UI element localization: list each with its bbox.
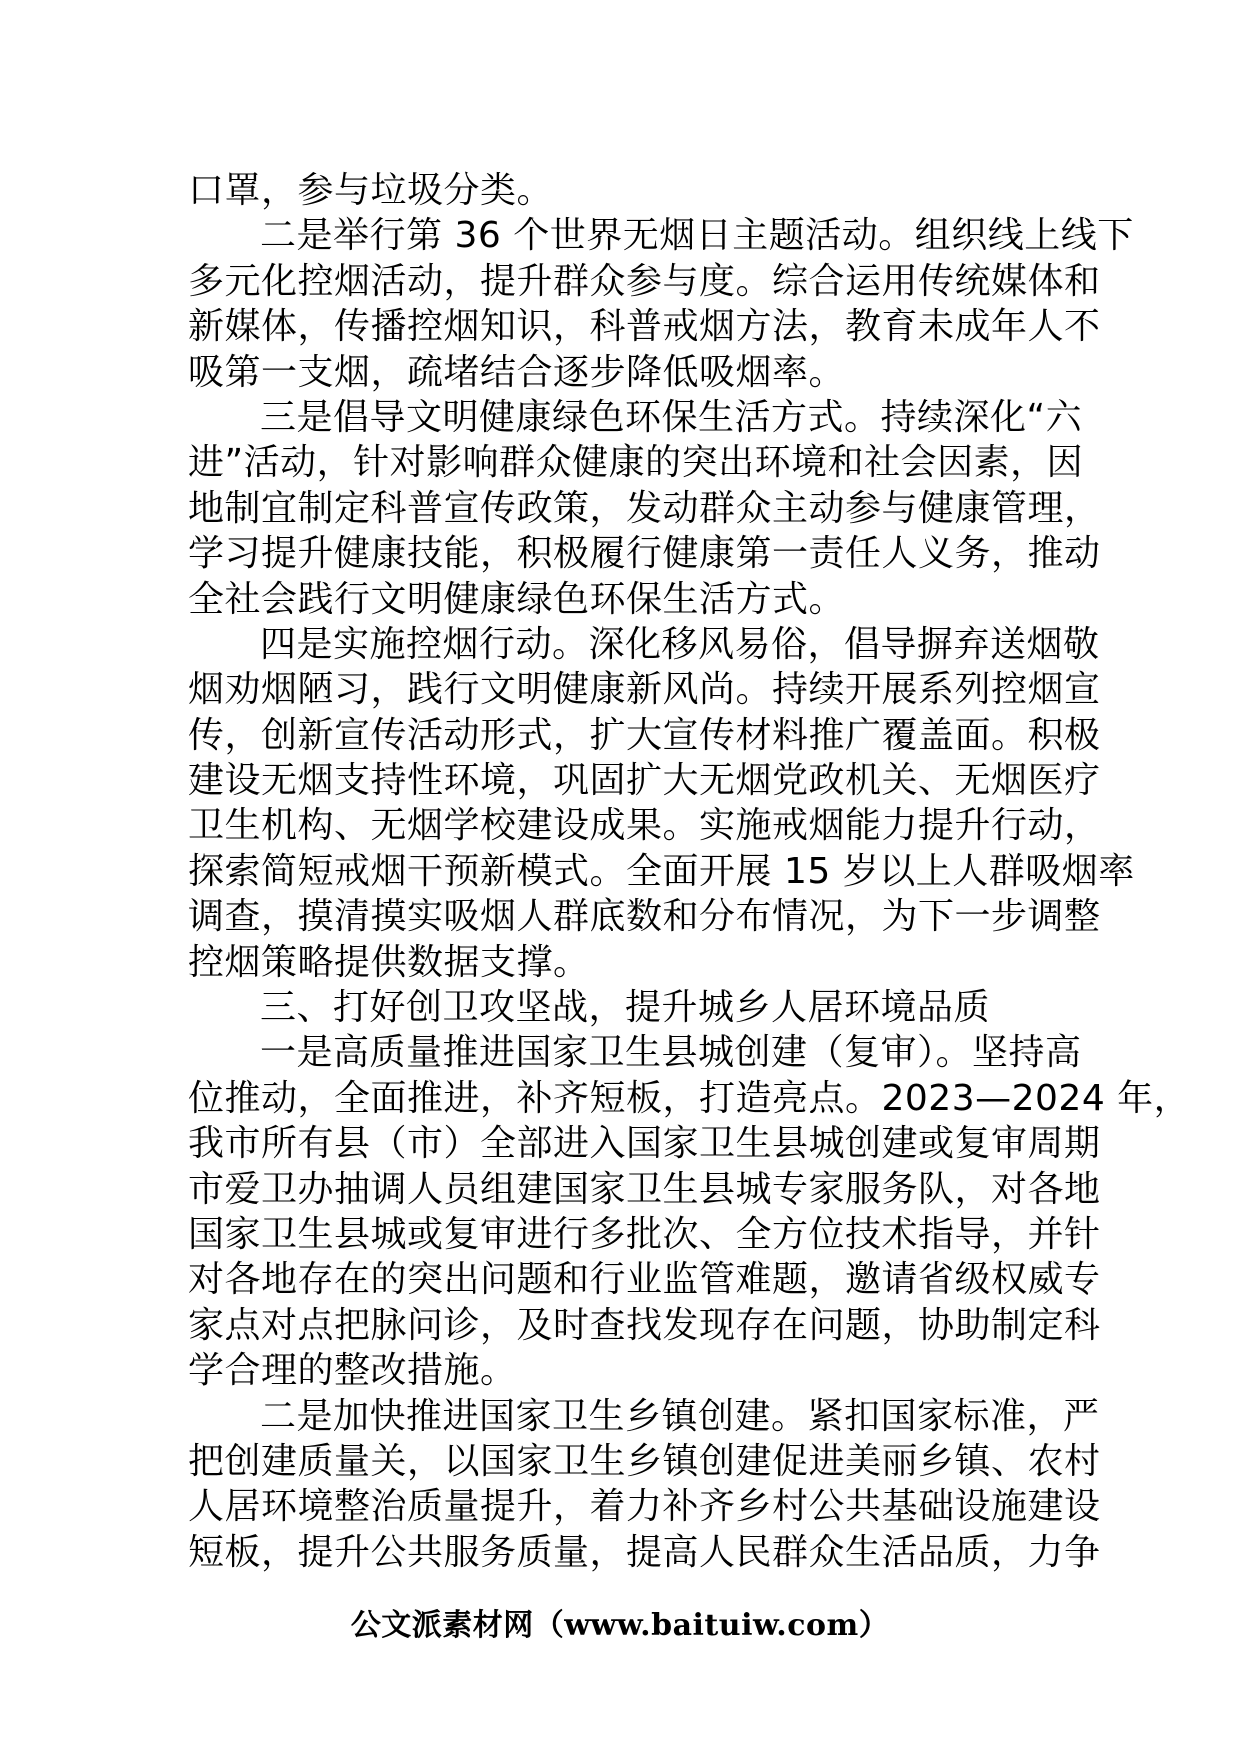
text-line: 市爱卫办抽调人员组建国家卫生县城专家服务队，对各地 [188, 1168, 1101, 1210]
text-line: 调查，摸清摸实吸烟人群底数和分布情况，为下一步调整 [188, 896, 1101, 938]
text-line: 人居环境整治质量提升，着力补齐乡村公共基础设施建设 [188, 1486, 1101, 1528]
text-line: 地制宜制定科普宣传政策，发动群众主动参与健康管理， [188, 487, 1101, 529]
footer-watermark: 公文派素材网（www.baituiw.com） [350, 1608, 890, 1643]
text-line: 国家卫生县城或复审进行多批次、全方位技术指导，并针 [188, 1213, 1101, 1255]
text-line: 烟劝烟陋习，践行文明健康新风尚。持续开展系列控烟宣 [188, 669, 1101, 711]
text-line: 多元化控烟活动，提升群众参与度。综合运用传统媒体和 [188, 260, 1101, 302]
document-body [188, 168, 1191, 1575]
text-line: 短板，提升公共服务质量，提高人民群众生活品质，力争 [188, 1531, 1101, 1573]
text-line: 全社会践行文明健康绿色环保生活方式。 [188, 578, 846, 620]
text-line: 把创建质量关，以国家卫生乡镇创建促进美丽乡镇、农村 [188, 1440, 1101, 1482]
text-line: 家点对点把脉问诊，及时查找发现存在问题，协助制定科 [188, 1304, 1101, 1346]
text-line: 位推动，全面推进，补齐短板，打造亮点。2023—2024 年， [188, 1077, 1191, 1119]
text-line: 口罩，参与垃圾分类。 [188, 170, 554, 211]
text-line: 探索简短戒烟干预新模式。全面开展 15 岁以上人群吸烟率 [188, 850, 1135, 892]
text-line: 建设无烟支持性环境，巩固扩大无烟党政机关、无烟医疗 [188, 760, 1101, 802]
text-line: 学习提升健康技能，积极履行健康第一责任人义务，推动 [188, 533, 1101, 575]
text-line: 三是倡导文明健康绿色环保生活方式。持续深化“六 [260, 396, 1083, 438]
text-line: 一是高质量推进国家卫生县城创建（复审）。坚持高 [260, 1032, 1082, 1074]
text-line: 四是实施控烟行动。深化移风易俗，倡导摒弃送烟敬 [260, 623, 1100, 665]
text-line: 二是举行第 36 个世界无烟日主题活动。组织线上线下 [260, 215, 1134, 257]
text-line: 传，创新宣传活动形式，扩大宣传材料推广覆盖面。积极 [188, 714, 1101, 756]
text-line: 学合理的整改措施。 [188, 1350, 517, 1392]
text-line: 我市所有县（市）全部进入国家卫生县城创建或复审周期 [188, 1123, 1101, 1165]
text-line: 卫生机构、无烟学校建设成果。实施戒烟能力提升行动， [188, 805, 1101, 847]
text-line: 控烟策略提供数据支撑。 [188, 941, 590, 983]
text-line: 对各地存在的突出问题和行业监管难题，邀请省级权威专 [188, 1259, 1101, 1301]
text-line: 二是加快推进国家卫生乡镇创建。紧扣国家标准，严 [260, 1395, 1100, 1437]
text-line: 进”活动，针对影响群众健康的突出环境和社会因素，因 [188, 442, 1084, 484]
text-line: 新媒体，传播控烟知识，科普戒烟方法，教育未成年人不 [188, 306, 1101, 348]
text-line: 吸第一支烟，疏堵结合逐步降低吸烟率。 [188, 351, 846, 393]
section-heading: 三、打好创卫攻坚战，提升城乡人居环境品质 [260, 987, 991, 1029]
